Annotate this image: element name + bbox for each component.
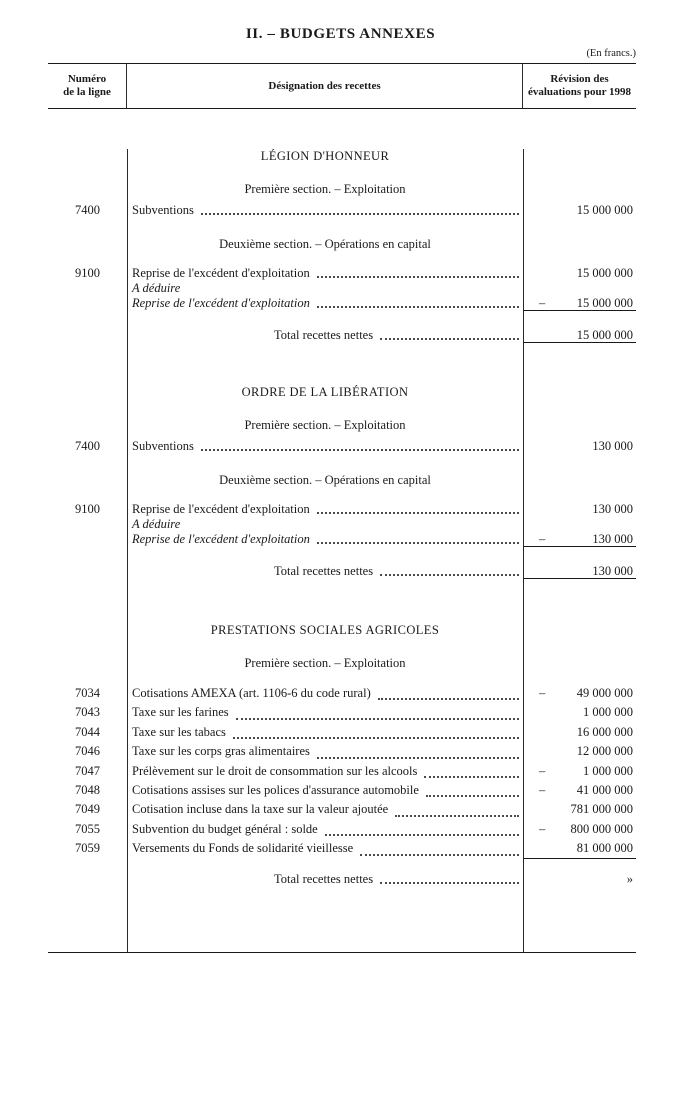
designation-label: Cotisations AMEXA (art. 1106-6 du code rural) [132, 686, 371, 700]
dotted-leader [360, 854, 519, 856]
line-number: 7048 [75, 782, 100, 797]
section-subheading: Deuxième section. – Opérations en capital [219, 473, 431, 487]
designation-label: Taxe sur les corps gras alimentaires [132, 744, 310, 759]
designation-label: Reprise de l'excédent d'exploitation [132, 296, 310, 310]
line-number-empty [48, 296, 127, 311]
amount-cell [523, 723, 636, 742]
header-revision-line1: Révision des [550, 73, 609, 85]
minus-sign: – [539, 532, 546, 546]
designation-cell [127, 742, 523, 761]
designation-cell [127, 328, 523, 343]
table-body [48, 149, 636, 953]
amount-cell [523, 296, 636, 311]
section-subheading: Première section. – Exploitation [244, 656, 406, 670]
line-number: 7400 [75, 203, 100, 217]
deduction-line-row [48, 296, 636, 311]
budget-table [48, 63, 636, 953]
line-number: 7034 [75, 686, 100, 700]
header-line-number [48, 64, 127, 108]
line-number-empty [48, 517, 127, 532]
amount-value: 15 000 000 [576, 296, 633, 310]
amount-value: 15 000 000 [576, 328, 633, 342]
dotted-leader [380, 338, 519, 340]
designation-cell [127, 703, 523, 722]
designation-label: Reprise de l'excédent d'exploitation [132, 532, 310, 546]
total-row [48, 328, 636, 343]
total-label: Total recettes nettes [274, 871, 374, 886]
table-header-row [48, 64, 636, 109]
amount-value: 130 000 [592, 564, 633, 578]
deduction-note-row [48, 281, 636, 296]
amount-cell [523, 781, 636, 800]
dotted-leader [325, 834, 519, 836]
dotted-leader [378, 698, 519, 700]
line-number: 7059 [75, 841, 100, 856]
amount-value: 800 000 000 [570, 821, 633, 836]
deduction-note: A déduire [132, 281, 181, 295]
amount-cell [523, 839, 636, 858]
line-number-empty [48, 328, 127, 343]
line-number: 7044 [75, 724, 100, 739]
dotted-leader [317, 306, 519, 308]
amount-value: 130 000 [592, 502, 633, 516]
page-title: II. – BUDGETS ANNEXES [245, 26, 436, 42]
dotted-leader [317, 757, 519, 759]
amount-cell [523, 762, 636, 781]
line-number: 7049 [75, 802, 100, 817]
amount-cell [523, 439, 636, 454]
designation-cell [127, 839, 523, 858]
header-line-number-line1: Numéro [67, 73, 107, 85]
designation-cell [127, 439, 523, 454]
line-number: 7055 [75, 821, 100, 836]
dotted-leader [426, 795, 519, 797]
minus-sign: – [539, 763, 546, 778]
designation-cell [127, 684, 523, 703]
amount-value: 15 000 000 [576, 203, 633, 217]
dotted-leader [201, 213, 519, 215]
designation-label: Prélèvement sur le droit de consommation sur les alcools [132, 763, 418, 778]
designation-cell [127, 517, 523, 532]
minus-sign: – [539, 821, 546, 836]
line-number-empty [48, 532, 127, 547]
dotted-leader [424, 776, 519, 778]
designation-cell [127, 532, 523, 547]
amount-cell [523, 532, 636, 547]
dotted-leader [317, 512, 519, 514]
designation-label: Taxe sur les tabacs [132, 724, 226, 739]
designation-label: Subventions [132, 203, 194, 217]
amount-cell [523, 872, 636, 887]
minus-sign: – [539, 296, 546, 310]
designation-cell [127, 266, 523, 281]
section-subheading: Première section. – Exploitation [244, 182, 406, 196]
revenue-line-row [48, 439, 636, 454]
designation-cell [127, 872, 523, 887]
dotted-leader [317, 276, 519, 278]
line-number-empty [48, 281, 127, 296]
dotted-leader [395, 815, 519, 817]
revenue-line-row [48, 203, 636, 218]
designation-cell [127, 781, 523, 800]
line-number: 7047 [75, 763, 100, 778]
amount-value: 130 000 [592, 532, 633, 546]
revenue-line-row [48, 684, 636, 703]
amount-value: 1 000 000 [583, 763, 633, 778]
amount-value: 12 000 000 [576, 744, 633, 759]
section-title: ORDRE DE LA LIBÉRATION [241, 385, 409, 399]
amount-cell [523, 502, 636, 517]
amount-cell [523, 328, 636, 343]
designation-cell [127, 820, 523, 839]
deduction-note: A déduire [132, 517, 181, 531]
amount-value: 1 000 000 [583, 705, 633, 720]
amount-cell [523, 820, 636, 839]
designation-label: Reprise de l'excédent d'exploitation [132, 502, 310, 516]
dotted-leader [233, 737, 519, 739]
line-number: 7043 [75, 705, 100, 720]
line-number: 9100 [75, 502, 100, 516]
amount-value: 81 000 000 [576, 841, 633, 856]
deduction-note-row [48, 517, 636, 532]
header-revision-line2: évaluations pour 1998 [527, 86, 632, 98]
total-row [48, 564, 636, 579]
revenue-line-row [48, 266, 636, 281]
dotted-leader [380, 574, 519, 576]
section-title: LÉGION D'HONNEUR [260, 149, 390, 163]
designation-label: Subventions [132, 439, 194, 453]
revenue-line-row [48, 839, 636, 858]
revenue-line-row [48, 742, 636, 761]
revenue-line-row [48, 820, 636, 839]
designation-label: Cotisations assises sur les polices d'assurance automobile [132, 782, 419, 797]
designation-label: Taxe sur les farines [132, 705, 229, 720]
amount-cell [523, 203, 636, 218]
section-subheading: Deuxième section. – Opérations en capital [219, 237, 431, 251]
revenue-line-row [48, 800, 636, 819]
designation-label: Reprise de l'excédent d'exploitation [132, 266, 310, 280]
amount-cell [523, 703, 636, 722]
amount-value: 49 000 000 [576, 686, 633, 700]
line-number: 7400 [75, 439, 100, 453]
line-number-empty [48, 872, 127, 887]
header-designation [127, 64, 523, 108]
revenue-line-row [48, 502, 636, 517]
amount-cell [523, 266, 636, 281]
dotted-leader [201, 449, 519, 451]
designation-cell [127, 564, 523, 579]
revenue-line-row [48, 723, 636, 742]
amount-value: » [626, 871, 633, 886]
designation-cell [127, 762, 523, 781]
minus-sign: – [539, 686, 546, 700]
total-label: Total recettes nettes [274, 328, 374, 342]
amount-value: 130 000 [592, 439, 633, 453]
revenue-line-row [48, 781, 636, 800]
designation-label: Cotisation incluse dans la taxe sur la valeur ajoutée [132, 802, 389, 817]
designation-cell [127, 296, 523, 311]
amount-value: 41 000 000 [576, 782, 633, 797]
revenue-line-row [48, 762, 636, 781]
designation-cell [127, 723, 523, 742]
dotted-leader [317, 542, 519, 544]
amount-cell [523, 800, 636, 819]
amount-value: 15 000 000 [576, 266, 633, 280]
amount-value: 781 000 000 [570, 802, 633, 817]
header-designation-label: Désignation des recettes [268, 79, 381, 92]
total-row [48, 872, 636, 887]
header-revision [523, 64, 636, 108]
designation-cell [127, 502, 523, 517]
designation-cell [127, 800, 523, 819]
section-subheading: Première section. – Exploitation [244, 418, 406, 432]
line-number: 7046 [75, 744, 100, 759]
amount-cell [523, 564, 636, 579]
amount-value: 16 000 000 [576, 724, 633, 739]
total-label: Total recettes nettes [274, 564, 374, 578]
designation-label: Subvention du budget général : solde [132, 821, 318, 836]
amount-cell [523, 684, 636, 703]
line-number-empty [48, 564, 127, 579]
header-line-number-line2: de la ligne [63, 86, 111, 98]
dotted-leader [380, 882, 519, 884]
designation-cell [127, 281, 523, 296]
dotted-leader [236, 718, 519, 720]
amount-cell [523, 742, 636, 761]
designation-cell [127, 203, 523, 218]
table-wrapper [48, 48, 636, 953]
section-title: PRESTATIONS SOCIALES AGRICOLES [210, 623, 440, 637]
designation-label: Versements du Fonds de solidarité vieillesse [132, 841, 354, 856]
minus-sign: – [539, 782, 546, 797]
revenue-line-row [48, 703, 636, 722]
currency-unit-note: (En francs.) [586, 48, 636, 59]
line-number: 9100 [75, 266, 100, 280]
deduction-line-row [48, 532, 636, 547]
